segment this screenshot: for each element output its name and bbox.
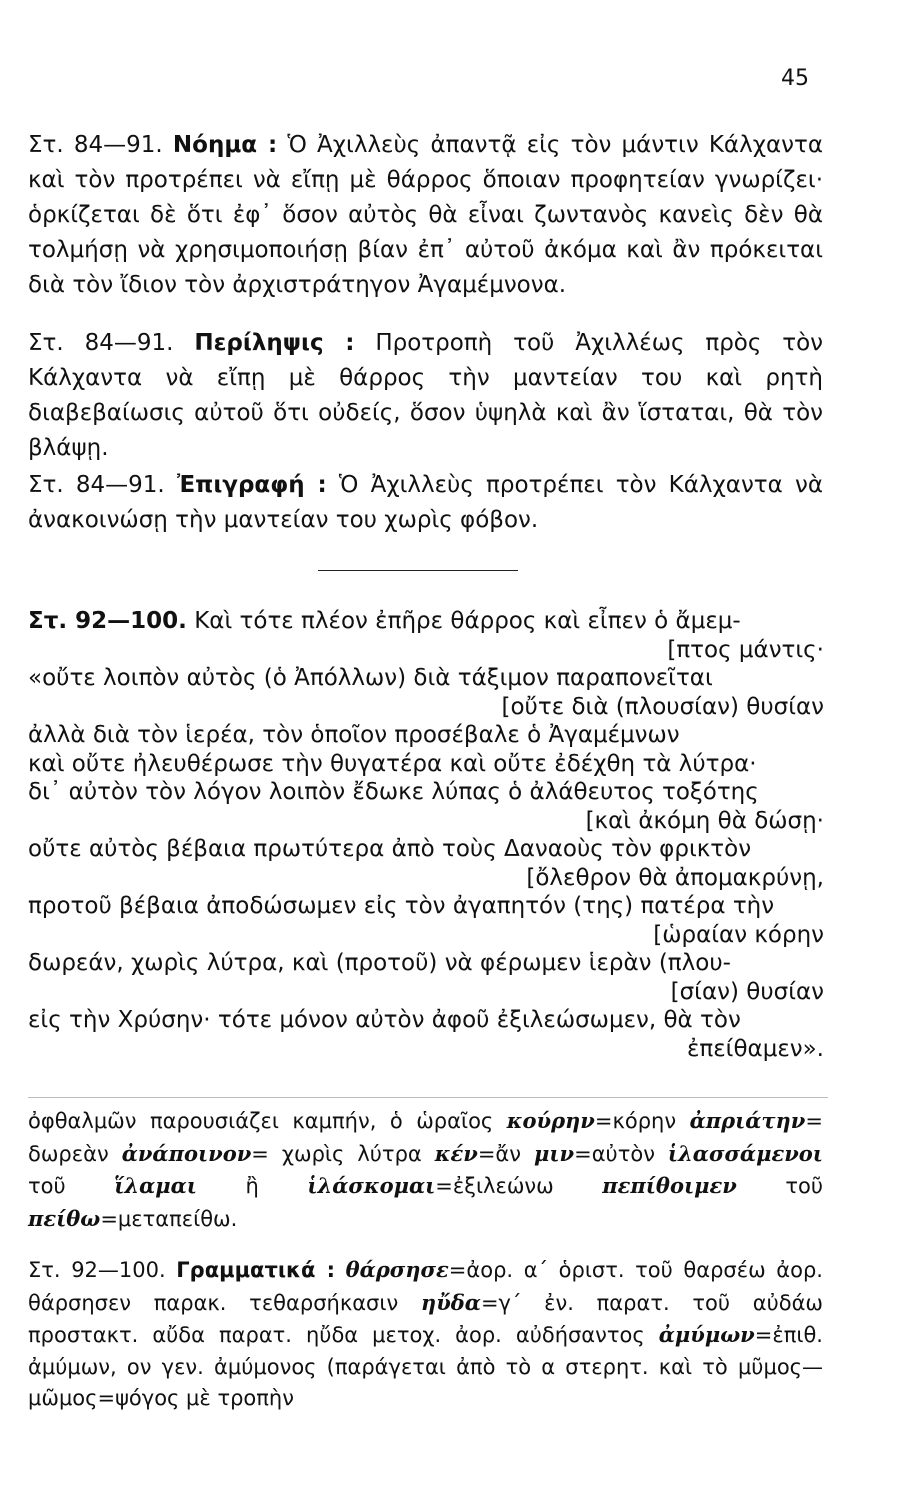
perilipsis-label: Περίληψις : xyxy=(194,330,355,356)
note-term: πείθω xyxy=(28,1205,101,1231)
grammar-text: =ἐπιθ. ἀμύμων, ον γεν. ἀμύμονος (παράγεται ἀπὸ τὸ α στερητ. καὶ τὸ μῦμος—μῶμος=ψόγος μὲ τροπὴν xyxy=(28,1323,823,1410)
note-term: πεπίθοιμεν xyxy=(602,1173,737,1199)
poem-line-text: Καὶ τότε πλέον ἐπῆρε θάρρος καὶ εἶπεν ὁ ἄμεμ- xyxy=(194,608,741,634)
poem-line xyxy=(28,607,828,636)
grammar-notes xyxy=(28,1254,823,1415)
note-term: ἵλαμαι xyxy=(114,1173,197,1199)
poem-line: [ὡραίαν κόρην xyxy=(653,921,824,948)
poem-line: καὶ οὔτε ἠλευθέρωσε τὴν θυγατέρα καὶ οὔτε ἐδέχθη τὰ λύτρα· xyxy=(28,750,757,777)
perilipsis-ref: Στ. 84—91. xyxy=(28,330,174,356)
perilipsis-text: Προτροπὴ τοῦ Ἀχιλλέως πρὸς τὸν Κάλχαντα νὰ εἴπῃ μὲ θάρρος τὴν μαντείαν του καὶ ρητὴ διαβεβαίωσις αὐτοῦ ὅτι οὐδείς, ὅσον ὑψηλὰ καὶ ἂν ἵσταται, θὰ τὸν βλάψῃ. xyxy=(28,330,824,461)
vocabulary-notes xyxy=(28,1105,823,1235)
poem-line: [πτος μάντις· xyxy=(667,636,824,663)
grammar-ref: Στ. 92—100. xyxy=(28,1258,166,1282)
poem-line: εἰς τὴν Χρύσην· τότε μόνον αὐτὸν ἀφοῦ ἐξιλεώσωμεν, θὰ τὸν xyxy=(28,1007,741,1033)
section-divider xyxy=(318,570,518,571)
poem-line: οὔτε αὐτὸς βέβαια πρωτύτερα ἀπὸ τοὺς Δαναοὺς τὸν φρικτὸν xyxy=(28,836,752,862)
note-text: =αὐτὸν xyxy=(574,1141,655,1166)
poem-line: δωρεάν, χωρὶς λύτρα, καὶ (προτοῦ) νὰ φέρωμεν ἱερὰν (πλου- xyxy=(28,950,731,976)
poem-line: [καὶ ἀκόμη θὰ δώσῃ· xyxy=(585,807,824,834)
poem-line: προτοῦ βέβαια ἀποδώσωμεν εἰς τὸν ἀγαπητόν (της) πατέρα τὴν xyxy=(28,893,775,919)
noima-label: Νόημα : xyxy=(172,132,278,158)
poem-line: ἀλλὰ διὰ τὸν ἱερέα, τὸν ὁποῖον προσέβαλε ὁ Ἀγαμέμνων xyxy=(28,722,680,748)
epigrafi-paragraph xyxy=(28,468,823,538)
poem-ref: Στ. 92—100. xyxy=(28,608,187,634)
note-text: =ἄν xyxy=(477,1141,521,1166)
note-text: =μεταπείθω. xyxy=(100,1206,238,1231)
poem-line: «οὔτε λοιπὸν αὐτὸς (ὁ Ἀπόλλων) διὰ τάξιμον παραπονεῖται xyxy=(28,665,713,691)
epigrafi-ref: Στ. 84—91. xyxy=(28,472,165,498)
epigrafi-label: Ἐπιγραφή : xyxy=(176,472,327,498)
note-term: ἀνάποινον xyxy=(121,1140,252,1166)
grammar-text: =γ΄ ἐν. παρατ. τοῦ αὐδάω προστακτ. αὔδα παρατ. ηὔδα μετοχ. ἀορ. αὐδήσαντος xyxy=(28,1290,823,1347)
poem-line: [ὄλεθρον θὰ ἀπομακρύνῃ, xyxy=(526,864,824,891)
footnote-divider xyxy=(28,1097,828,1098)
epigrafi-text: Ὁ Ἀχιλλεὺς προτρέπει τὸν Κάλχαντα νὰ ἀνακοινώσῃ τὴν μαντείαν του χωρὶς φόβον. xyxy=(28,472,824,533)
note-text: τοῦ xyxy=(28,1174,66,1199)
grammar-term: ηὔδα xyxy=(420,1289,481,1315)
note-term: ἱλάσκομαι xyxy=(307,1173,436,1199)
note-term: κέν xyxy=(434,1140,478,1166)
note-text: ὀφθαλμῶν παρουσιάζει καμπήν, ὁ ὡραῖος xyxy=(28,1109,494,1133)
noima-ref: Στ. 84—91. xyxy=(28,132,163,158)
grammar-text: =ἀορ. α΄ ὁριστ. τοῦ θαρσέω ἀορ. θάρσησεν παρακ. τεθαρσήκασιν xyxy=(28,1258,823,1315)
noima-paragraph xyxy=(28,128,823,303)
page-number: 45 xyxy=(781,66,809,91)
note-term: ἀπριάτην xyxy=(689,1108,806,1133)
grammar-term: θάρσησε xyxy=(345,1257,449,1282)
note-text: = δωρεὰν xyxy=(28,1109,823,1166)
noima-text: Ὁ Ἀχιλλεὺς ἀπαντᾷ εἰς τὸν μάντιν Κάλχαντα καὶ τὸν προτρέπει νὰ εἴπῃ μὲ θάρρος ὅποιαν προφητείαν γνωρίζει· ὁρκίζεται δὲ ὅτι ἐφ᾽ ὅσον αὐτὸς θὰ εἶναι ζωντανὸς κανεὶς δὲν θὰ τολμήσῃ νὰ χρησιμοποιήσῃ βίαν ἐπ᾽ αὐτοῦ ἀκόμα καὶ ἂν πρόκειται διὰ τὸν ἴδιον τὸν ἀρχιστράτηγον Ἀγαμέμνονα. xyxy=(28,132,824,298)
poem-line: ἐπείθαμεν». xyxy=(686,1035,824,1062)
note-text: =ἐξιλεώνω xyxy=(435,1174,554,1199)
poem-line: [οὔτε διὰ (πλουσίαν) θυσίαν xyxy=(501,693,824,720)
note-text: = χωρὶς λύτρα xyxy=(251,1141,422,1166)
poem-translation xyxy=(28,607,828,1063)
note-text: =κόρην xyxy=(594,1109,677,1133)
note-text: τοῦ xyxy=(785,1174,824,1199)
poem-line: [σίαν) θυσίαν xyxy=(670,978,824,1005)
note-term: μιν xyxy=(534,1140,575,1166)
grammar-term: ἀμύμων xyxy=(658,1322,755,1347)
note-text: ἢ xyxy=(245,1174,259,1199)
perilipsis-paragraph xyxy=(28,326,823,466)
note-term: κούρην xyxy=(506,1108,595,1133)
note-term: ἱλασσάμενοι xyxy=(667,1140,823,1166)
grammar-label: Γραμματικά : xyxy=(176,1258,336,1282)
poem-line: δι᾽ αὐτὸν τὸν λόγον λοιπὸν ἔδωκε λύπας ὁ ἀλάθευτος τοξότης xyxy=(28,779,759,805)
